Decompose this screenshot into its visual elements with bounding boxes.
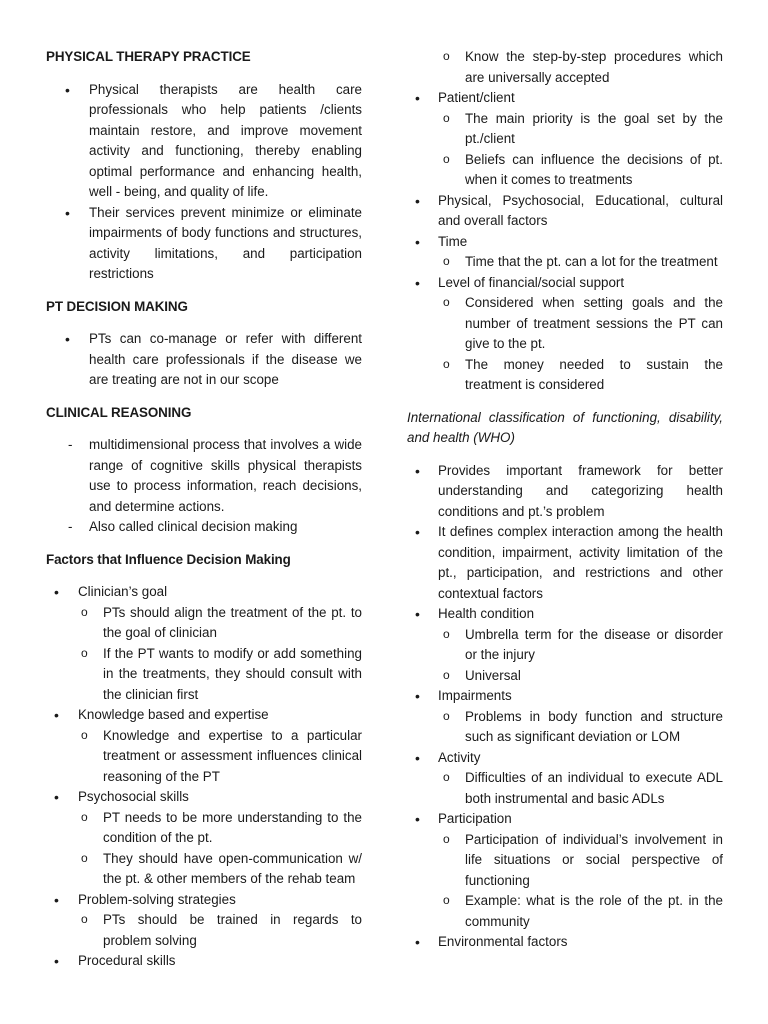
- sub-list-item: o The main priority is the goal set by the pt./client: [407, 109, 723, 150]
- factors-list: [46, 582, 362, 972]
- sub-list-item: o Participation of individual’s involvement in life situations or social perspective of functioning: [407, 830, 723, 892]
- decision-making-list: [46, 329, 362, 391]
- icf-list: [407, 461, 723, 953]
- pt-practice-list: [46, 80, 362, 285]
- list-item: • Environmental factors: [407, 932, 723, 953]
- sub-list-item: o PT needs to be more understanding to the condition of the pt.: [46, 808, 362, 849]
- right-column: [407, 47, 723, 953]
- list-item: - multidimensional process that involves a wide range of cognitive skills physical therapists use to process information, reach decisions, and determine actions.: [46, 435, 362, 517]
- list-item: • Provides important framework for better understanding and categorizing health conditions and pt.’s problem: [407, 461, 723, 523]
- factors-continued-list: [407, 47, 723, 396]
- sub-list-item: o If the PT wants to modify or add something in the treatments, they should consult with the clinician first: [46, 644, 362, 706]
- list-item: • Knowledge based and expertise: [46, 705, 362, 726]
- list-item: • Activity: [407, 748, 723, 769]
- sub-list-item: o Considered when setting goals and the number of treatment sessions the PT can give to the pt.: [407, 293, 723, 355]
- heading-clinical-reasoning: CLINICAL REASONING: [46, 404, 192, 420]
- list-item: • Their services prevent minimize or eliminate impairments of body functions and structures, activity limitations, and participation restrictions: [46, 203, 362, 285]
- list-item: • It defines complex interaction among the health condition, impairment, activity limitation of the pt., participation, and restrictions and other contextual factors: [407, 522, 723, 604]
- sub-list-item: o Time that the pt. can a lot for the treatment: [407, 252, 723, 273]
- list-item: • Participation: [407, 809, 723, 830]
- list-item: • Time: [407, 232, 723, 253]
- sub-list-item: o Beliefs can influence the decisions of pt. when it comes to treatments: [407, 150, 723, 191]
- sub-list-item: o Umbrella term for the disease or disorder or the injury: [407, 625, 723, 666]
- list-item: • Physical, Psychosocial, Educational, cultural and overall factors: [407, 191, 723, 232]
- sub-list-item: o PTs should be trained in regards to problem solving: [46, 910, 362, 951]
- heading-pt-decision-making: PT DECISION MAKING: [46, 298, 188, 314]
- sub-list-item: o Know the step-by-step procedures which are universally accepted: [407, 47, 723, 88]
- sub-list-item: o PTs should align the treatment of the pt. to the goal of clinician: [46, 603, 362, 644]
- heading-physical-therapy-practice: PHYSICAL THERAPY PRACTICE: [46, 49, 251, 64]
- list-item: • Procedural skills: [46, 951, 362, 972]
- list-item: • Physical therapists are health care professionals who help patients /clients maintain restore, and improve movement activity and functioning, thereby enabling optimal performance and enhancing health, well - being, and quality of life.: [46, 80, 362, 203]
- sub-list-item: o Problems in body function and structure such as significant deviation or LOM: [407, 707, 723, 748]
- list-item: • Patient/client: [407, 88, 723, 109]
- sub-list-item: o They should have open-communication w/ the pt. & other members of the rehab team: [46, 849, 362, 890]
- heading-factors-decision-making: Factors that Influence Decision Making: [46, 551, 291, 567]
- list-item: • PTs can co-manage or refer with different health care professionals if the disease we are treating are not in our scope: [46, 329, 362, 391]
- sub-list-item: o Example: what is the role of the pt. in the community: [407, 891, 723, 932]
- list-item: • Problem-solving strategies: [46, 890, 362, 911]
- list-item: • Impairments: [407, 686, 723, 707]
- list-item: - Also called clinical decision making: [46, 517, 362, 538]
- list-item: • Level of financial/social support: [407, 273, 723, 294]
- sub-list-item: o Universal: [407, 666, 723, 687]
- sub-list-item: o The money needed to sustain the treatment is considered: [407, 355, 723, 396]
- heading-icf-who: International classification of functioning, disability, and health (WHO): [407, 409, 723, 445]
- list-item: • Psychosocial skills: [46, 787, 362, 808]
- left-column: [46, 47, 362, 972]
- sub-list-item: o Difficulties of an individual to execute ADL both instrumental and basic ADLs: [407, 768, 723, 809]
- sub-list-item: o Knowledge and expertise to a particular treatment or assessment influences clinical reasoning of the PT: [46, 726, 362, 788]
- clinical-reasoning-list: [46, 435, 362, 538]
- list-item: • Clinician’s goal: [46, 582, 362, 603]
- list-item: • Health condition: [407, 604, 723, 625]
